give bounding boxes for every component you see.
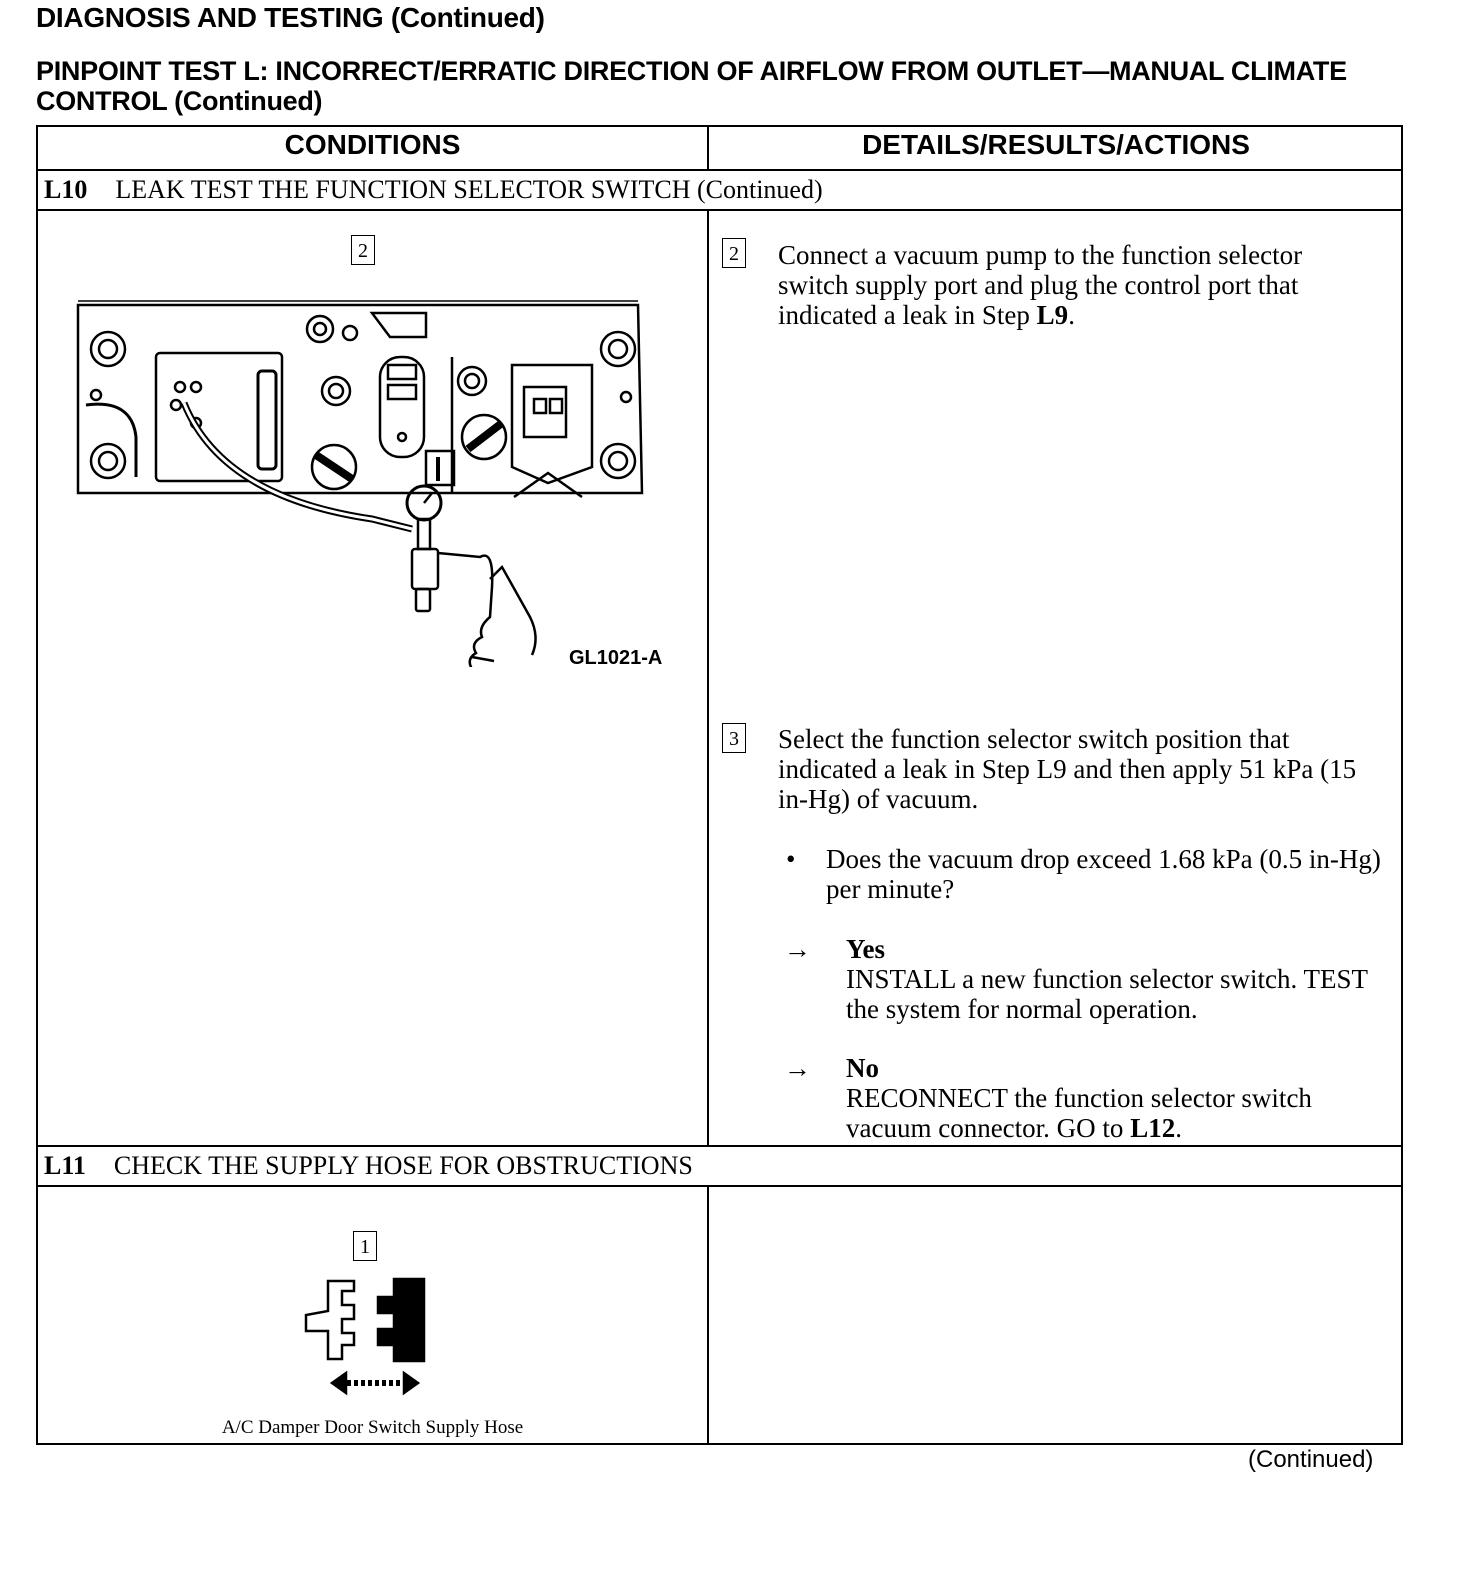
step-number-2: 2 xyxy=(722,238,746,268)
column-header-conditions: CONDITIONS xyxy=(284,129,461,160)
hose-caption: A/C Damper Door Switch Supply Hose xyxy=(221,1417,524,1438)
l10-column-divider xyxy=(707,209,709,1145)
l10-id: L10 xyxy=(44,175,88,204)
step-2-text xyxy=(778,240,1378,330)
bullet: • xyxy=(786,844,796,874)
yes-result xyxy=(846,934,1386,1024)
yes-action: INSTALL a new function selector switch. TEST the system for normal operation. xyxy=(846,964,1368,1024)
yes-arrow: → xyxy=(784,934,811,964)
page-title: DIAGNOSIS AND TESTING (Continued) xyxy=(36,2,545,33)
column-header-details: DETAILS/RESULTS/ACTIONS xyxy=(862,129,1250,160)
vacuum-pump-illustration xyxy=(72,287,652,667)
pinpoint-test-table xyxy=(36,125,1403,1445)
figure-label: GL1021-A xyxy=(569,647,663,669)
l11-title: CHECK THE SUPPLY HOSE FOR OBSTRUCTIONS xyxy=(113,1151,693,1180)
no-arrow: → xyxy=(784,1053,811,1083)
continued-note: (Continued) xyxy=(1248,1446,1374,1473)
l11-column-divider xyxy=(707,1185,709,1445)
no-action-ref: L12 xyxy=(1130,1113,1176,1143)
figure-step-number-2: 2 xyxy=(351,235,375,265)
l10-heading xyxy=(44,175,823,205)
yes-label: Yes xyxy=(846,934,885,964)
no-result xyxy=(846,1053,1386,1143)
l10-title: LEAK TEST THE FUNCTION SELECTOR SWITCH (Continued) xyxy=(115,175,823,204)
l11-id: L11 xyxy=(44,1151,86,1180)
l11-heading xyxy=(44,1151,693,1181)
step-2-ref: L9 xyxy=(1036,300,1069,330)
no-label: No xyxy=(846,1053,879,1083)
l10-title-divider xyxy=(38,209,1401,211)
l11-title-divider xyxy=(38,1185,1401,1187)
step-2-text-a: Connect a vacuum pump to the function selector switch supply port and plug the control port that indicated a leak in Step xyxy=(778,240,1303,330)
no-action-a: RECONNECT the function selector switch vacuum connector. GO to xyxy=(846,1083,1312,1143)
no-action-b: . xyxy=(1175,1113,1182,1143)
step-number-3: 3 xyxy=(722,723,746,753)
step-2-text-b: . xyxy=(1068,300,1075,330)
hose-connector-illustration xyxy=(298,1275,438,1399)
test-title: PINPOINT TEST L: INCORRECT/ERRATIC DIRECTION OF AIRFLOW FROM OUTLET—MANUAL CLIMATE CONTROL (Continued) xyxy=(36,56,1347,116)
step-3-question: Does the vacuum drop exceed 1.68 kPa (0.5 in-Hg) per minute? xyxy=(826,844,1381,904)
figure-step-number-1: 1 xyxy=(353,1231,377,1261)
header-divider xyxy=(38,169,1401,171)
l10-end-divider xyxy=(38,1145,1401,1147)
step-3-text: Select the function selector switch position that indicated a leak in Step L9 and then apply 51 kPa (15 in-Hg) of vacuum. xyxy=(778,724,1357,814)
